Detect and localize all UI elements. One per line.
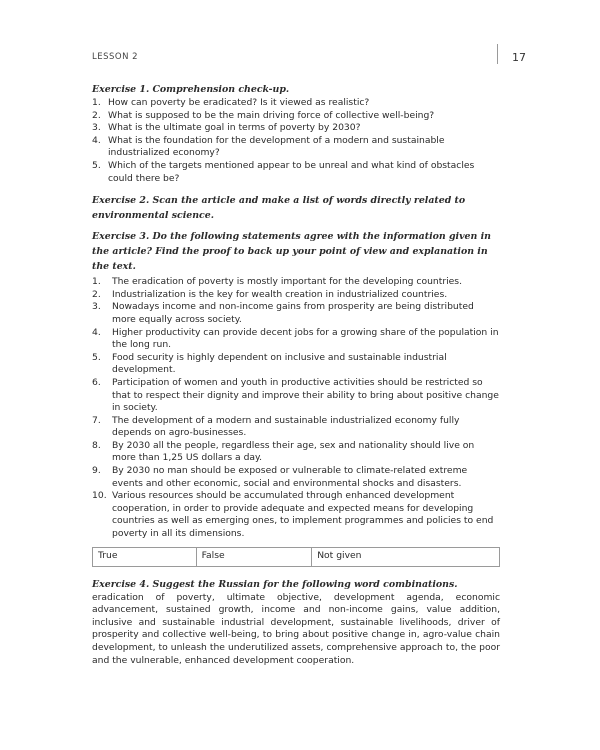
list-item: 5. Food security is highly dependent on inclusive and sustainable industrial development. xyxy=(92,351,447,376)
list-item: 10. Various resources should be accumulated through enhanced development cooperation, in order to provide adequate and expected means for developing countries as well as emerging ones, to implement programmes and policies to end poverty in all its dimensions. xyxy=(92,490,494,540)
exercise-1-list xyxy=(92,97,500,185)
lesson-header: LESSON 2 xyxy=(92,52,139,62)
list-item: 8. By 2030 all the people, regardless their age, sex and nationality should live on more than 1,25 US dollars a day. xyxy=(92,439,475,464)
header-divider xyxy=(497,44,498,64)
exercise-4-title: Exercise 4. Suggest the Russian for the following word combinations. xyxy=(92,578,458,590)
page-number: 17 xyxy=(512,51,526,64)
list-item: 3. What is the ultimate goal in terms of poverty by 2030? xyxy=(92,122,361,134)
list-item: 6. Participation of women and youth in productive activities should be restricted so that to respect their dignity and improve their ability to bring about positive change in society. xyxy=(92,376,499,414)
answer-false-cell[interactable]: False xyxy=(196,547,312,566)
exercise-1-title: Exercise 1. Comprehension check-up. xyxy=(92,84,290,95)
list-item: 7. The development of a modern and sustainable industrialized economy fully depends on agro-businesses. xyxy=(92,414,460,439)
list-item: 2. Industrialization is the key for wealth creation in industrialized countries. xyxy=(92,288,448,300)
list-item: 4. What is the foundation for the development of a modern and sustainable industrialized economy? xyxy=(92,134,445,159)
exercise-4-body: eradication of poverty, ultimate objective, development agenda, economic advancement, sustained growth, income and non-income gains, value addition, inclusive and sustainable industrial development, sustainable livelihoods, driver of prosperity and collective well-being, to bring about positive change in, agro-value chain development, to unleash the underutilized assets, comprehensive approach to, the poor and the vulnerable, enhanced development cooperation. xyxy=(92,591,500,666)
answer-table xyxy=(92,547,500,567)
list-item: 5. Which of the targets mentioned appear to be unreal and what kind of obstacles could there be? xyxy=(92,159,475,184)
list-item: 3. Nowadays income and non-income gains from prosperity are being distributed more equally across society. xyxy=(92,301,474,325)
list-item: 2. What is supposed to be the main driving force of collective well-being? xyxy=(92,109,435,121)
list-item: 1. How can poverty be eradicated? Is it viewed as realistic? xyxy=(92,97,370,108)
exercise-3-title: Exercise 3. Do the following statements agree with the information given in the article? Find the proof to back up your point of view and explanation in the text. xyxy=(92,231,491,273)
answer-true-cell[interactable]: True xyxy=(93,547,197,566)
page-content xyxy=(92,82,500,667)
table-row xyxy=(93,547,500,566)
list-item: 4. Higher productivity can provide decent jobs for a growing share of the population in the long run. xyxy=(92,326,499,351)
list-item: 1. The eradication of poverty is mostly important for the developing countries. xyxy=(92,276,463,288)
exercise-2-title: Exercise 2. Scan the article and make a list of words directly related to environmental science. xyxy=(92,195,466,222)
answer-not-given-cell[interactable]: Not given xyxy=(312,547,500,566)
exercise-3-list xyxy=(92,276,500,540)
list-item: 9. By 2030 no man should be exposed or vulnerable to climate-related extreme events and other economic, social and environmental shocks and disasters. xyxy=(92,465,468,489)
